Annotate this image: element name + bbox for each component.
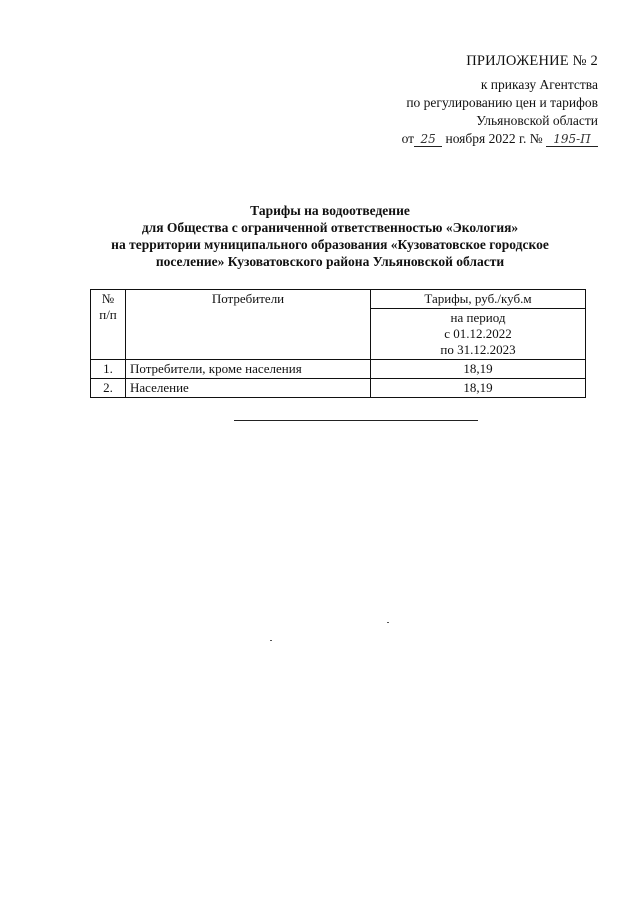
table-row [91,379,586,398]
closing-rule [234,420,478,421]
header-line: по регулированию цен и тарифов [406,95,598,110]
scan-speck [270,640,272,641]
table-row [91,360,586,379]
title-line: на территории муниципального образования «Кузоватовское городское [111,237,549,252]
header-num: № п/п [91,290,126,360]
header-line: к приказу Агентства [480,77,598,92]
row-num: 1. [91,360,126,379]
handwritten-day: 25 [414,132,442,147]
row-num: 2. [91,379,126,398]
header-period [371,309,586,360]
document-title [60,202,600,270]
header-line: Ульяновской области [476,113,598,128]
appendix-header [370,52,598,148]
row-tariff: 18,19 [371,360,586,379]
period-line: по 31.12.2023 [440,342,516,357]
row-consumer: Население [126,379,371,398]
header-consumers: Потребители [126,290,371,360]
title-line: Тарифы на водоотведение [250,203,410,218]
row-tariff: 18,19 [371,379,586,398]
header-tariffs: Тарифы, руб./куб.м [371,290,586,309]
date-prefix: от [401,131,415,146]
table-header-row [91,290,586,309]
handwritten-order-number: 195-П [546,132,598,147]
appendix-title: ПРИЛОЖЕНИЕ № 2 [466,53,598,69]
scan-speck [387,622,389,623]
order-date-line [370,130,598,148]
title-line: для Общества с ограниченной ответственностью «Экология» [141,220,519,235]
period-line: с 01.12.2022 [444,326,512,341]
period-line: на период [450,310,506,325]
row-consumer: Потребители, кроме населения [126,360,371,379]
title-line: поселение» Кузоватовского района Ульяновской области [155,254,505,269]
tariff-table [90,289,586,398]
date-rest: ноября 2022 г. № [442,131,546,146]
